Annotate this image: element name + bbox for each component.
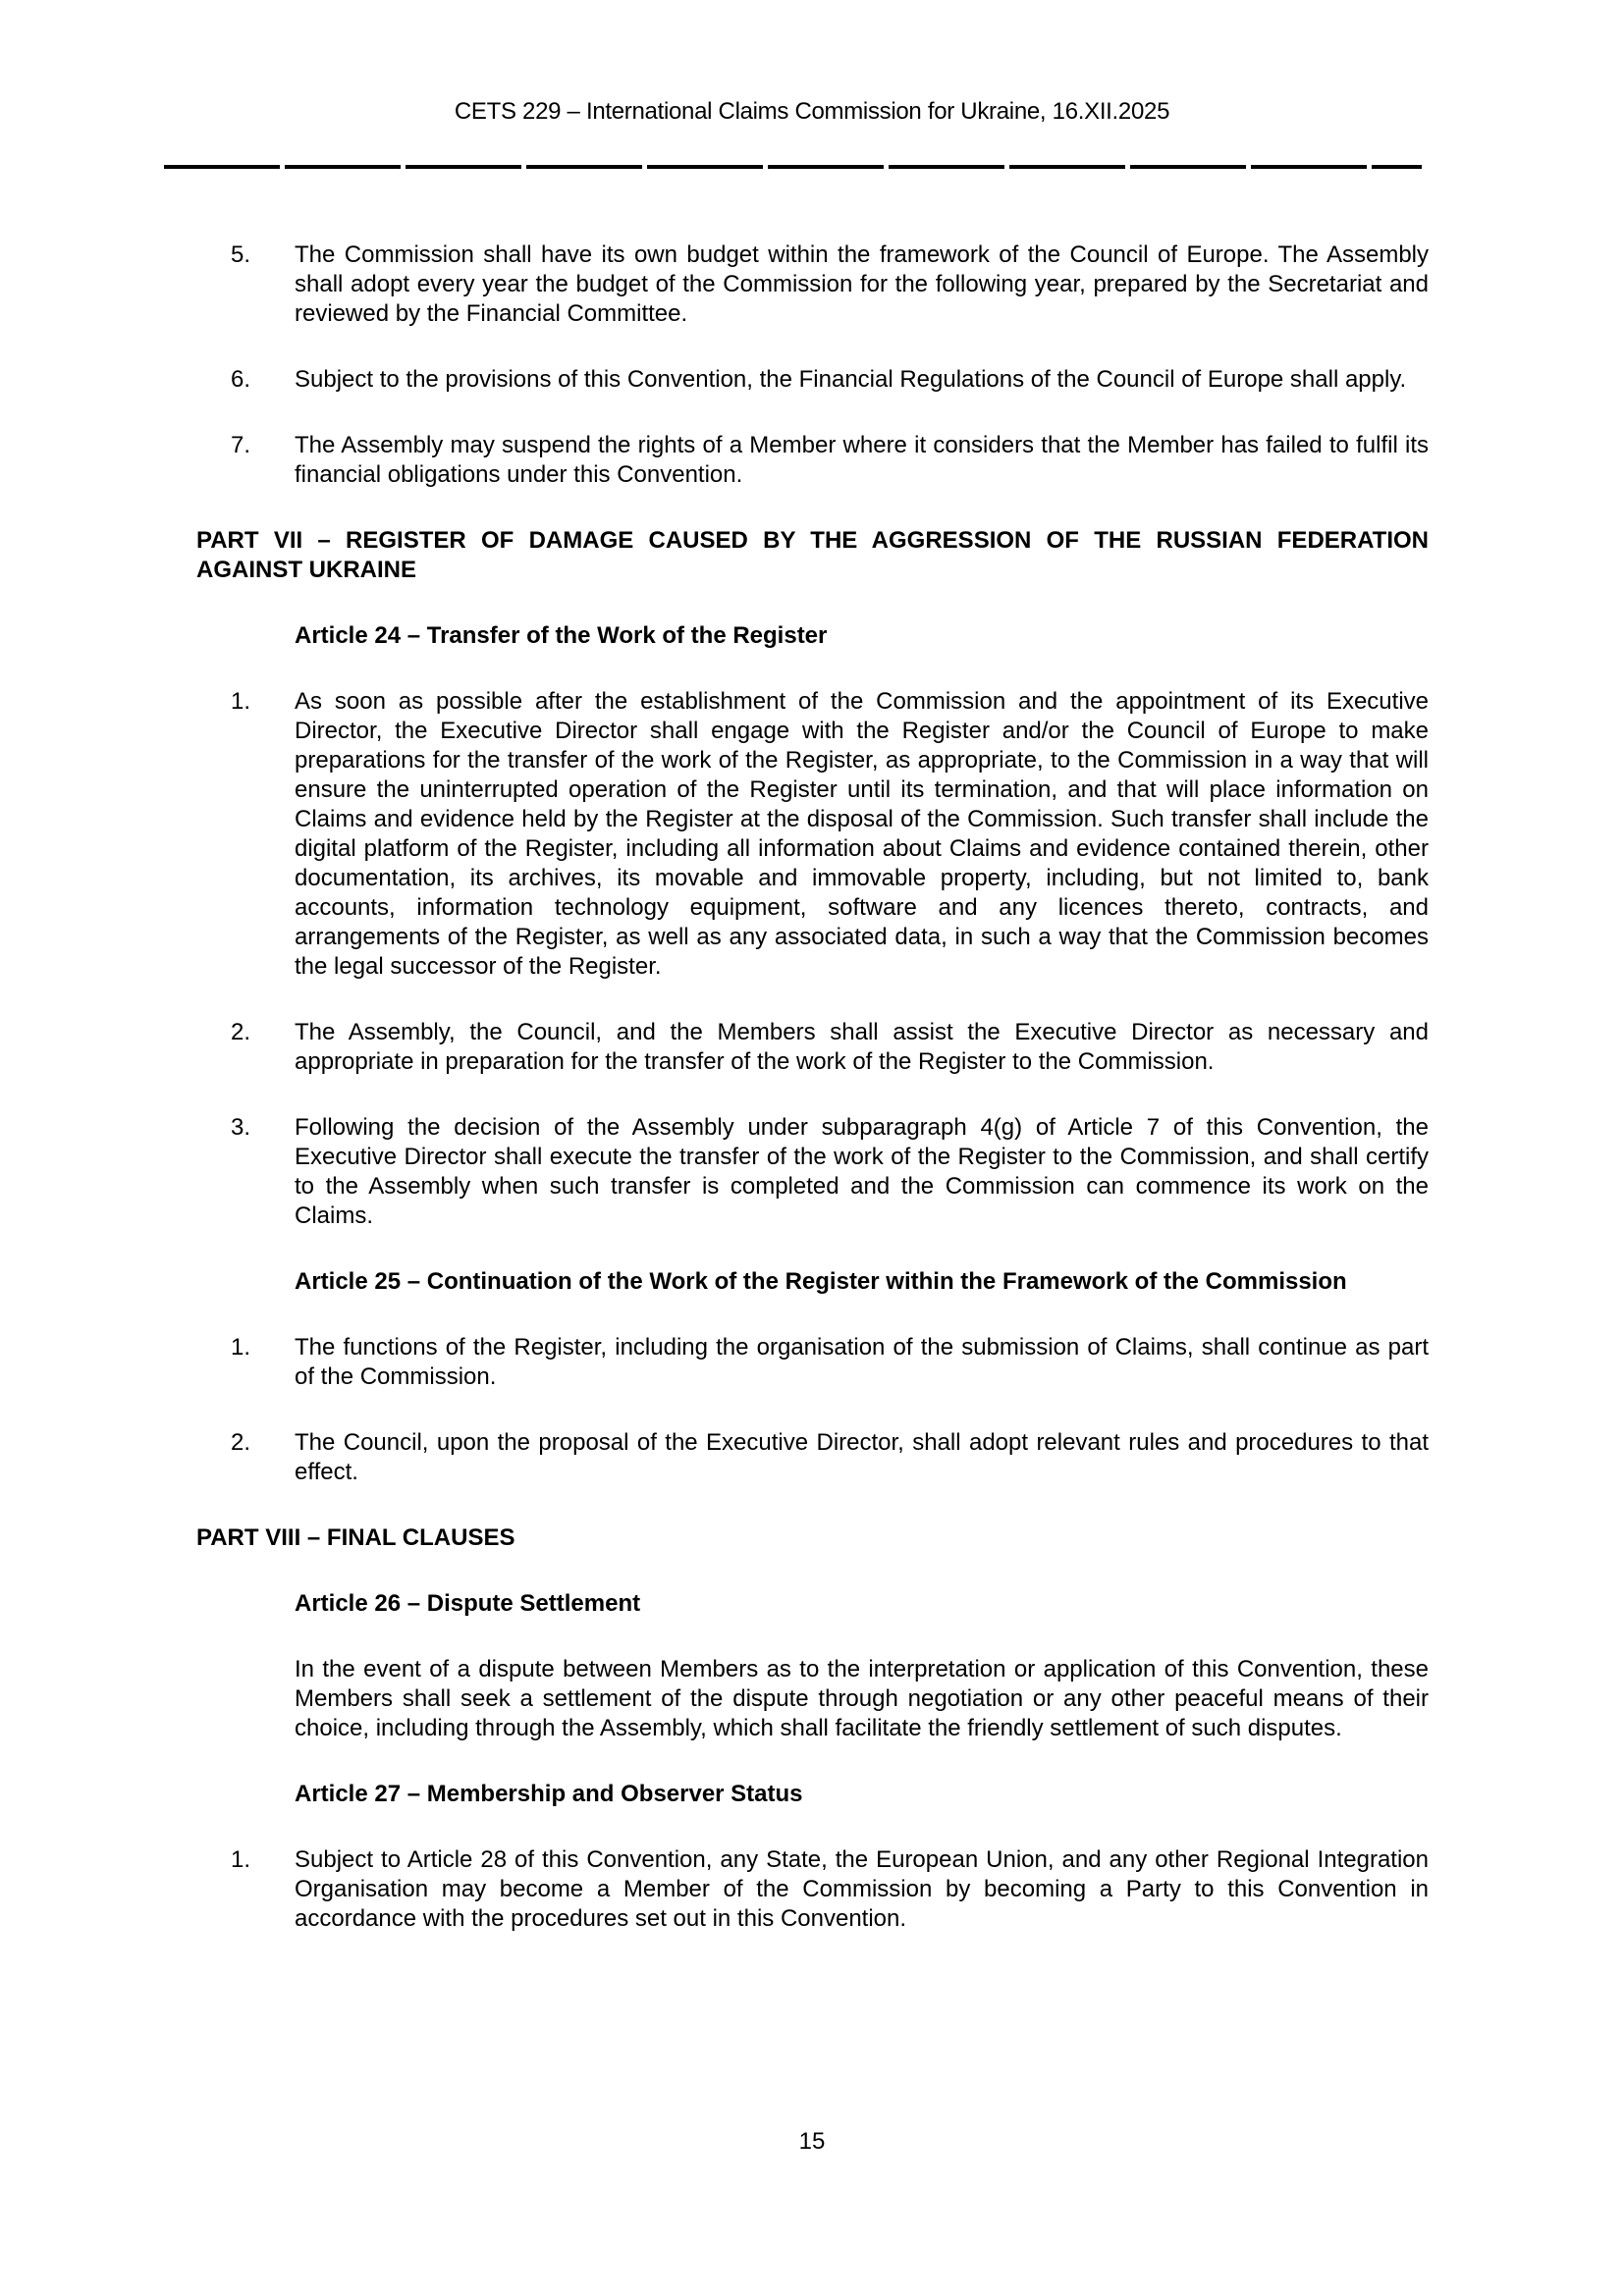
paragraph-text: The Assembly, the Council, and the Members shall assist the Executive Director as necessary and appropriate in preparation for the transfer of the work of the Register to the Commission.: [295, 1019, 1429, 1075]
paragraph-number: 1.: [231, 688, 251, 715]
article-heading: Article 26 – Dispute Settlement: [295, 1590, 641, 1617]
header-rule: [164, 165, 1422, 169]
numbered-paragraph: [196, 365, 1429, 395]
numbered-paragraph: [196, 1333, 1429, 1392]
part-heading: PART VII – REGISTER OF DAMAGE CAUSED BY THE AGGRESSION OF THE RUSSIAN FEDERATION AGAINST UKRAINE: [196, 527, 1429, 583]
numbered-paragraph: [196, 1845, 1429, 1934]
paragraph-text: Subject to the provisions of this Convention, the Financial Regulations of the Council of Europe shall apply.: [295, 366, 1407, 393]
numbered-paragraph: [196, 240, 1429, 329]
article-heading: Article 24 – Transfer of the Work of the Register: [295, 622, 828, 649]
paragraph-text: Subject to Article 28 of this Convention, any State, the European Union, and any other Regional Integration Organisation may become a Member of the Commission by becoming a Party to this Convention in accordance with the procedures set out in this Convention.: [295, 1846, 1429, 1932]
article-heading: Article 27 – Membership and Observer Status: [295, 1781, 803, 1807]
paragraph-text: As soon as possible after the establishment of the Commission and the appointment of its Executive Director, the Executive Director shall engage with the Register and/or the Council of Europe to make preparations for the transfer of the work of the Register, as appropriate, to the Commission in a way that will ensure the uninterrupted operation of the Register until its termination, and that will place information on Claims and evidence held by the Register at the disposal of the Commission. Such transfer shall include the digital platform of the Register, including all information about Claims and evidence contained therein, other documentation, its archives, its movable and immovable property, including, but not limited to, bank accounts, information technology equipment, software and any licences thereto, contracts, and arrangements of the Register, as well as any associated data, in such a way that the Commission becomes the legal successor of the Register.: [295, 688, 1429, 980]
paragraph-text: Following the decision of the Assembly under subparagraph 4(g) of Article 7 of this Convention, the Executive Director shall execute the transfer of the work of the Register to the Commission, and shall certify to the Assembly when such transfer is completed and the Commission can commence its work on the Claims.: [295, 1114, 1429, 1229]
numbered-paragraph: [196, 431, 1429, 490]
numbered-paragraph: [196, 1018, 1429, 1077]
paragraph: In the event of a dispute between Members as to the interpretation or application of this Convention, these Members shall seek a settlement of the dispute through negotiation or any other peaceful means of their choice, including through the Assembly, which shall facilitate the friendly settlement of such disputes.: [295, 1656, 1429, 1741]
numbered-paragraph: [196, 687, 1429, 982]
paragraph-text: The Council, upon the proposal of the Executive Director, shall adopt relevant rules and procedures to that effect.: [295, 1429, 1429, 1485]
paragraph-number: 2.: [231, 1429, 251, 1456]
paragraph-number: 1.: [231, 1334, 251, 1361]
article-heading: Article 25 – Continuation of the Work of the Register within the Framework of the Commission: [295, 1268, 1347, 1295]
numbered-paragraph: [196, 1113, 1429, 1231]
paragraph-text: The Commission shall have its own budget within the framework of the Council of Europe. The Assembly shall adopt every year the budget of the Commission for the following year, prepared by the Secretariat and reviewed by the Financial Committee.: [295, 241, 1429, 327]
paragraph-number: 2.: [231, 1019, 251, 1045]
paragraph-text: The Assembly may suspend the rights of a Member where it considers that the Member has failed to fulfil its financial obligations under this Convention.: [295, 432, 1429, 488]
paragraph-number: 3.: [231, 1114, 251, 1141]
page-number: 15: [798, 2128, 826, 2155]
paragraph-number: 5.: [231, 241, 251, 268]
running-header: CETS 229 – International Claims Commission for Ukraine, 16.XII.2025: [454, 98, 1170, 125]
numbered-paragraph: [196, 1428, 1429, 1487]
paragraph-number: 1.: [231, 1846, 251, 1873]
part-heading: PART VIII – FINAL CLAUSES: [196, 1524, 515, 1551]
document-body: [196, 240, 1429, 1934]
paragraph-number: 7.: [231, 432, 251, 458]
paragraph-number: 6.: [231, 366, 251, 393]
paragraph-text: The functions of the Register, including the organisation of the submission of Claims, shall continue as part of the Commission.: [295, 1334, 1429, 1390]
